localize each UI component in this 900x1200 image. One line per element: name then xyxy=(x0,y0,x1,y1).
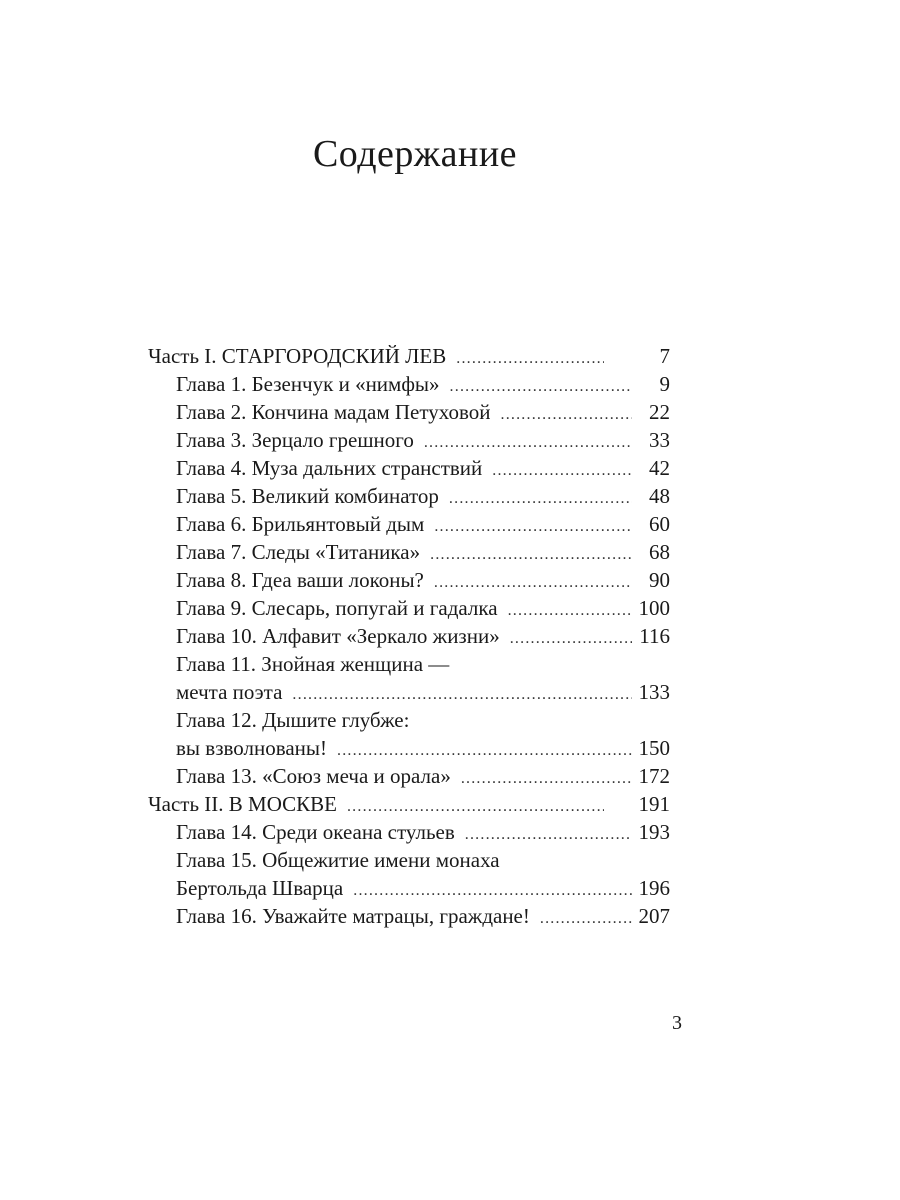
page-title: Содержание xyxy=(312,133,518,175)
toc-entry-label: Глава 6. Брильянтовый дым xyxy=(176,512,425,536)
dot-leader xyxy=(461,765,632,793)
toc-page-number: 7 xyxy=(659,344,670,368)
toc-entry-label: Глава 12. Дышите глубже: xyxy=(176,708,410,732)
dot-leader xyxy=(430,541,632,569)
toc-entry-label: мечта поэта xyxy=(176,680,283,704)
toc-chapter-8[interactable] xyxy=(148,566,670,594)
toc-part-1[interactable] xyxy=(148,342,670,370)
dot-leader xyxy=(424,429,632,457)
toc-page-number: 172 xyxy=(638,764,670,788)
toc-entry-label: Глава 8. Гдеа ваши локоны? xyxy=(176,568,424,592)
table-of-contents xyxy=(148,342,670,930)
toc-page-number: 150 xyxy=(638,736,670,760)
toc-page-number: 191 xyxy=(638,792,670,816)
toc-part-2[interactable] xyxy=(148,790,670,818)
dot-leader xyxy=(347,793,604,821)
toc-page-number: 22 xyxy=(649,400,670,424)
toc-entry-label: Глава 1. Безенчук и «нимфы» xyxy=(176,372,440,396)
toc-chapter-10[interactable] xyxy=(148,622,670,650)
toc-entry-label: Глава 14. Среди океана стульев xyxy=(176,820,455,844)
dot-leader xyxy=(337,737,632,765)
dot-leader xyxy=(449,485,632,513)
toc-chapter-1[interactable] xyxy=(148,370,670,398)
toc-page-number: 42 xyxy=(649,456,670,480)
toc-chapter-11-line1[interactable] xyxy=(148,650,670,678)
toc-entry-label: Глава 9. Слесарь, попугай и гадалка xyxy=(176,596,498,620)
toc-entry-label: Глава 13. «Союз меча и орала» xyxy=(176,764,451,788)
toc-entry-label: Глава 10. Алфавит «Зеркало жизни» xyxy=(176,624,500,648)
toc-chapter-15[interactable] xyxy=(148,874,670,902)
toc-chapter-12[interactable] xyxy=(148,734,670,762)
toc-page-number: 193 xyxy=(638,820,670,844)
toc-entry-label: Глава 3. Зерцало грешного xyxy=(176,428,414,452)
toc-chapter-11[interactable] xyxy=(148,678,670,706)
dot-leader xyxy=(465,821,632,849)
toc-chapter-14[interactable] xyxy=(148,818,670,846)
toc-entry-label: Глава 16. Уважайте матрацы, граждане! xyxy=(176,904,530,928)
toc-entry-label: Глава 11. Знойная женщина — xyxy=(176,652,450,676)
page-number: 3 xyxy=(672,1012,682,1034)
toc-entry-label: Часть I. СТАРГОРОДСКИЙ ЛЕВ xyxy=(148,344,447,368)
toc-page-number: 33 xyxy=(649,428,670,452)
toc-chapter-5[interactable] xyxy=(148,482,670,510)
toc-entry-label: Глава 2. Кончина мадам Петуховой xyxy=(176,400,491,424)
dot-leader xyxy=(292,681,632,709)
toc-page-number: 116 xyxy=(639,624,670,648)
toc-page-number: 133 xyxy=(638,680,670,704)
toc-entry-label: Часть II. В МОСКВЕ xyxy=(148,792,337,816)
dot-leader xyxy=(353,877,632,905)
toc-chapter-16[interactable] xyxy=(148,902,670,930)
toc-page-number: 196 xyxy=(638,876,670,900)
toc-chapter-9[interactable] xyxy=(148,594,670,622)
toc-entry-label: Глава 15. Общежитие имени монаха xyxy=(176,848,500,872)
toc-chapter-2[interactable] xyxy=(148,398,670,426)
toc-entry-label: Бертольда Шварца xyxy=(176,876,344,900)
toc-entry-label: Глава 4. Муза дальних странствий xyxy=(176,456,483,480)
toc-page-number: 68 xyxy=(649,540,670,564)
toc-page-number: 100 xyxy=(638,596,670,620)
toc-chapter-13[interactable] xyxy=(148,762,670,790)
toc-entry-label: вы взволнованы! xyxy=(176,736,327,760)
dot-leader xyxy=(456,345,604,373)
toc-entry-label: Глава 7. Следы «Титаника» xyxy=(176,540,421,564)
toc-chapter-3[interactable] xyxy=(148,426,670,454)
toc-chapter-15-line1[interactable] xyxy=(148,846,670,874)
toc-page-number: 90 xyxy=(649,568,670,592)
toc-entry-label: Глава 5. Великий комбинатор xyxy=(176,484,439,508)
toc-chapter-4[interactable] xyxy=(148,454,670,482)
toc-page-number: 60 xyxy=(649,512,670,536)
toc-page-number: 207 xyxy=(638,904,670,928)
toc-page-number: 9 xyxy=(659,372,670,396)
toc-page-number: 48 xyxy=(649,484,670,508)
toc-chapter-6[interactable] xyxy=(148,510,670,538)
toc-chapter-12-line1[interactable] xyxy=(148,706,670,734)
dot-leader xyxy=(450,373,632,401)
dot-leader xyxy=(434,513,632,541)
dot-leader xyxy=(434,569,632,597)
toc-chapter-7[interactable] xyxy=(148,538,670,566)
